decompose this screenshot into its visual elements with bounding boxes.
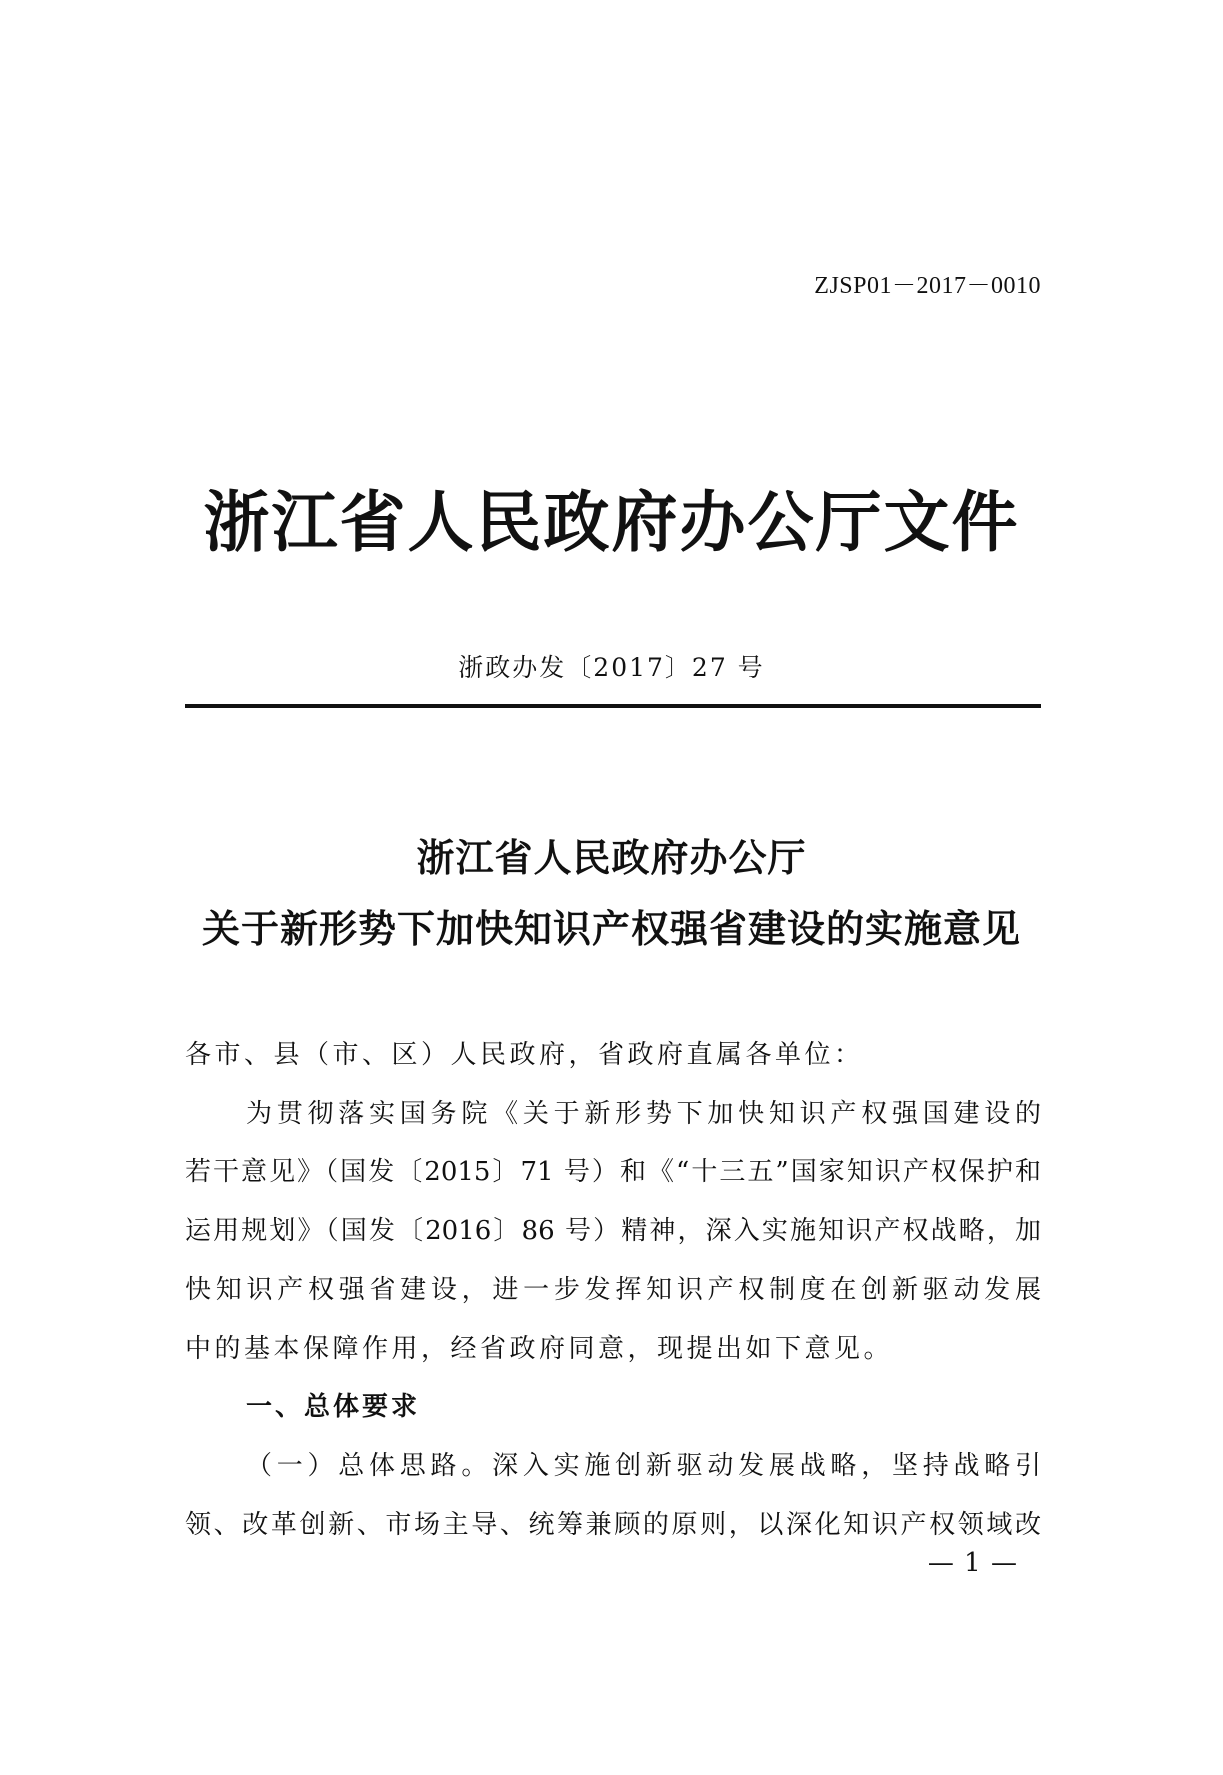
section-line: 领、改革创新、市场主导、统筹兼顾的原则，以深化知识产权领域改	[185, 1510, 1041, 1540]
salutation: 各市、县（市、区）人民政府，省政府直属各单位：	[185, 1040, 864, 1070]
intro-line: 为贯彻落实国务院《关于新形势下加快知识产权强国建设的	[246, 1099, 1041, 1129]
document-title-line-1: 浙江省人民政府办公厅	[416, 835, 807, 880]
document-title-line-2: 关于新形势下加快知识产权强省建设的实施意见	[201, 906, 1021, 951]
intro-line: 中的基本保障作用，经省政府同意，现提出如下意见。	[185, 1334, 894, 1364]
section-heading: 一、总体要求	[246, 1392, 421, 1422]
header-title: 浙江省人民政府办公厅文件	[203, 483, 1020, 561]
intro-line: 若干意见》（国发〔2015〕71 号）和《“十三五”国家知识产权保护和	[185, 1157, 1041, 1187]
document-code: ZJSP01－2017－0010	[814, 273, 1041, 299]
page-number: — 1 —	[927, 1548, 1018, 1578]
section-line: （一）总体思路。深入实施创新驱动发展战略，坚持战略引	[246, 1451, 1041, 1481]
intro-line: 运用规划》（国发〔2016〕86 号）精神，深入实施知识产权战略，加	[185, 1216, 1041, 1246]
intro-line: 快知识产权强省建设，进一步发挥知识产权制度在创新驱动发展	[185, 1275, 1041, 1305]
document-number: 浙政办发〔2017〕27 号	[458, 653, 765, 682]
header-divider	[185, 704, 1041, 708]
